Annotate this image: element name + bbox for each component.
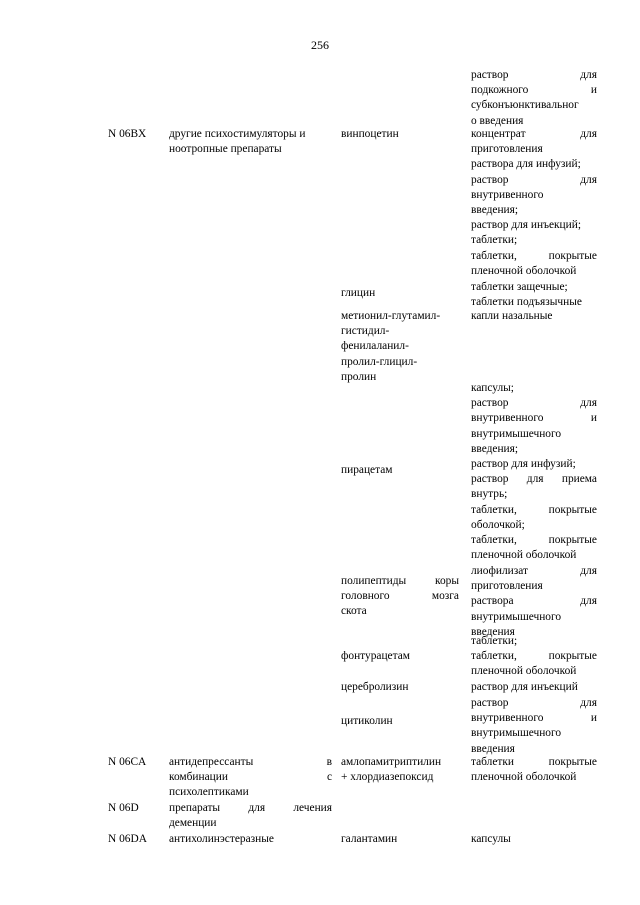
- dosage-form-line-word: раствор: [471, 397, 509, 410]
- dosage-form-line-word: введения;: [471, 204, 519, 216]
- group-name-line-word: антихолинэстеразные: [169, 833, 274, 845]
- dosage-form-line-word: таблетки,: [471, 503, 517, 516]
- dosage-form-line-word: раствор: [471, 173, 509, 186]
- dosage-form-line-word: таблетки,: [471, 650, 517, 663]
- dosage-form-line-word: приема: [561, 473, 597, 486]
- dosage-form-line: [471, 696, 597, 711]
- drug-name-line-word: + хлордиазепоксид: [341, 771, 434, 784]
- dosage-form-line-word: таблетки;: [471, 635, 518, 647]
- dosage-form-line-word: покрытые: [548, 503, 597, 516]
- group-name-line-word: психолептиками: [169, 786, 249, 799]
- dosage-form-line-word: раствора: [471, 595, 514, 608]
- dosage-form-line-word: таблетки,: [471, 249, 517, 262]
- drug-name-line: [341, 649, 459, 664]
- drug-name-line-word: винпоцетин: [341, 128, 399, 140]
- dosage-form-line: [471, 142, 597, 157]
- dosage-form-line-word: лиофилизат: [471, 565, 528, 577]
- dosage-form-line: [471, 68, 597, 83]
- group-name-line-word: другие психостимуляторы и: [169, 128, 306, 140]
- drug-name-line: [341, 286, 459, 301]
- dosage-form-line-word: для: [580, 697, 597, 709]
- atc-code-word: N 06CA: [108, 756, 147, 768]
- dosage-form-line-word: подкожного: [471, 84, 529, 97]
- dosage-form-line: [471, 649, 597, 664]
- drug-name-line-word: пролин: [341, 370, 377, 383]
- drug-name-line: [341, 755, 459, 770]
- dosage-form-line-word: для: [580, 397, 597, 410]
- dosage-form-line-word: раствор: [471, 697, 509, 709]
- group-name-line-word: антидепрессанты: [169, 756, 254, 768]
- dosage-form-line-word: для: [580, 565, 597, 577]
- dosage-form-line: [471, 770, 597, 785]
- drug-name-line-word: фенилаланил-: [341, 340, 409, 353]
- dosage-form-line-word: раствор для инъекций: [471, 681, 578, 693]
- dosage-form-line: [471, 594, 597, 609]
- drug-name-line: [341, 355, 459, 370]
- dosage-form-line: [471, 634, 597, 649]
- dosage-form-line: [471, 249, 597, 264]
- atc-code-word: N 06DA: [108, 833, 147, 845]
- dosage-form-line: [471, 218, 597, 233]
- dosage-form-line-word: покрытые: [548, 534, 597, 546]
- dosage-form-line: [471, 487, 597, 502]
- dosage-form-line-word: и: [590, 712, 597, 725]
- drug-name-line: [341, 463, 459, 478]
- dosage-form-line-word: пленочной оболочкой: [471, 549, 577, 562]
- dosage-form-line-word: покрытые: [548, 756, 597, 768]
- dosage-form-line: [471, 518, 597, 533]
- dosage-form-line-word: пленочной оболочкой: [471, 771, 577, 784]
- drug-name-line: [341, 324, 459, 339]
- drug-name-line-word: гистидил-: [341, 325, 390, 338]
- dosage-form-line: [471, 83, 597, 98]
- dosage-form-line: [471, 411, 597, 426]
- dosage-form-line: [471, 533, 597, 548]
- dosage-form-line-word: для: [526, 473, 544, 486]
- drug-name-line-word: метионил-глутамил-: [341, 310, 441, 322]
- group-name-line: [169, 816, 332, 831]
- dosage-form-line-word: внутрь;: [471, 488, 508, 501]
- drug-name-line-word: церебролизин: [341, 681, 409, 693]
- dosage-form-line-word: покрытые: [548, 650, 597, 663]
- dosage-form-line-word: таблетки подъязычные: [471, 296, 582, 309]
- drug-name-line: [341, 604, 459, 619]
- dosage-form-line-word: раствор: [471, 473, 509, 486]
- dosage-form-line-word: капсулы: [471, 833, 511, 845]
- atc-code: [108, 127, 168, 142]
- group-name-line: [169, 770, 332, 785]
- drug-name-line: [341, 127, 459, 142]
- dosage-form-line-word: пленочной оболочкой: [471, 665, 577, 678]
- group-name-line-word: лечения: [293, 802, 332, 814]
- dosage-form-line: [471, 396, 597, 411]
- dosage-form-line-word: приготовления: [471, 580, 543, 593]
- dosage-form-line-word: таблетки;: [471, 234, 518, 247]
- group-name-line-word: для: [248, 802, 266, 814]
- drug-name-line-word: полипептиды: [341, 575, 407, 587]
- dosage-form-line-word: субконъюнктивальног: [471, 99, 579, 112]
- dosage-form-line: [471, 309, 597, 324]
- drug-name-line-word: фонтурацетам: [341, 650, 410, 662]
- dosage-form-line: [471, 381, 597, 396]
- drug-name-line: [341, 832, 459, 847]
- group-name-line-word: с: [326, 771, 332, 784]
- dosage-form-line: [471, 472, 597, 487]
- atc-code-word: N 06D: [108, 802, 139, 814]
- atc-code: [108, 801, 168, 816]
- dosage-form-line: [471, 579, 597, 594]
- group-name-line-word: деменции: [169, 817, 217, 830]
- atc-code: [108, 755, 168, 770]
- dosage-form-line-word: капли назальные: [471, 310, 553, 322]
- atc-code-word: N 06BX: [108, 128, 147, 140]
- dosage-form-line-word: концентрат: [471, 128, 526, 140]
- dosage-form-line: [471, 664, 597, 679]
- dosage-form-line: [471, 548, 597, 563]
- drug-name-line: [341, 589, 459, 604]
- group-name-line: [169, 801, 332, 816]
- dosage-form-line-word: раствор: [471, 69, 509, 81]
- dosage-form-line: [471, 264, 597, 279]
- drug-name-line: [341, 339, 459, 354]
- group-name-line-word: комбинации: [169, 771, 228, 784]
- dosage-form-line: [471, 503, 597, 518]
- dosage-form-line: [471, 127, 597, 142]
- atc-code: [108, 832, 168, 847]
- dosage-form-line: [471, 98, 597, 113]
- drug-name-line-word: амлопамитриптилин: [341, 756, 442, 768]
- drug-name-line: [341, 370, 459, 385]
- dosage-form-line-word: раствор для инфузий;: [471, 458, 576, 470]
- dosage-form-line-word: приготовления: [471, 143, 543, 156]
- dosage-form-line-word: для: [580, 595, 597, 608]
- group-name-line: [169, 755, 332, 770]
- dosage-form-line: [471, 610, 597, 625]
- dosage-form-line-word: введения;: [471, 442, 519, 455]
- group-name-line: [169, 127, 332, 142]
- dosage-form-line: [471, 157, 597, 172]
- dosage-form-line: [471, 188, 597, 203]
- dosage-form-line-word: введения: [471, 742, 515, 755]
- dosage-form-line-word: для: [580, 128, 597, 140]
- drug-name-line-word: пролил-глицил-: [341, 355, 418, 368]
- drug-name-line: [341, 770, 459, 785]
- dosage-form-line-word: таблетки защечные;: [471, 281, 568, 293]
- dosage-form-line: [471, 726, 597, 741]
- dosage-form-line: [471, 457, 597, 472]
- drug-name-line-word: головного: [341, 590, 390, 603]
- dosage-form-line-word: таблетки: [471, 756, 515, 768]
- group-name-line: [169, 785, 332, 800]
- drug-name-line: [341, 714, 459, 729]
- drug-name-line-word: коры: [435, 575, 459, 587]
- dosage-form-line-word: и: [590, 412, 597, 425]
- group-name-line: [169, 142, 332, 157]
- dosage-form-line-word: капсулы;: [471, 382, 514, 394]
- drug-name-line: [341, 574, 459, 589]
- dosage-form-line-word: внутривенного: [471, 712, 544, 725]
- dosage-form-line-word: внутривенного: [471, 412, 544, 425]
- dosage-form-line-word: для: [580, 69, 597, 81]
- dosage-form-line: [471, 711, 597, 726]
- page-number: 256: [311, 38, 329, 52]
- group-name-line-word: препараты: [169, 802, 221, 814]
- group-name-line: [169, 832, 332, 847]
- dosage-form-line-word: раствор для инъекций;: [471, 219, 582, 232]
- dosage-form-line-word: внутримышечного: [471, 427, 562, 440]
- dosage-form-line-word: внутримышечного: [471, 610, 562, 623]
- group-name-line-word: ноотропные препараты: [169, 143, 282, 156]
- dosage-form-line: [471, 442, 597, 457]
- dosage-form-line: [471, 280, 597, 295]
- dosage-form-line: [471, 233, 597, 248]
- dosage-form-line-word: внутривенного: [471, 188, 544, 201]
- dosage-form-line-word: покрытые: [548, 249, 597, 262]
- dosage-form-line: [471, 203, 597, 218]
- dosage-form-line-word: введения: [471, 625, 515, 638]
- drug-name-line-word: цитиколин: [341, 715, 393, 727]
- dosage-form-line-word: таблетки,: [471, 534, 517, 546]
- group-name-line-word: в: [326, 756, 332, 768]
- dosage-form-line: [471, 680, 597, 695]
- dosage-form-line-word: пленочной оболочкой: [471, 264, 577, 277]
- drug-name-line-word: галантамин: [341, 833, 398, 845]
- drug-name-line: [341, 309, 459, 324]
- drug-name-line-word: глицин: [341, 287, 376, 299]
- dosage-form-line: [471, 173, 597, 188]
- dosage-form-line: [471, 832, 597, 847]
- dosage-form-line-word: и: [590, 84, 597, 97]
- dosage-form-line-word: о введения: [471, 114, 524, 127]
- drug-name-line: [341, 680, 459, 695]
- dosage-form-line-word: раствора для инфузий;: [471, 158, 581, 171]
- dosage-form-line: [471, 564, 597, 579]
- dosage-form-line-word: внутримышечного: [471, 727, 562, 740]
- dosage-form-line-word: оболочкой;: [471, 518, 525, 531]
- dosage-form-line: [471, 427, 597, 442]
- dosage-form-line-word: для: [580, 173, 597, 186]
- drug-name-line-word: мозга: [431, 590, 459, 603]
- dosage-form-line: [471, 755, 597, 770]
- drug-name-line-word: пирацетам: [341, 464, 393, 476]
- drug-name-line-word: скота: [341, 605, 367, 618]
